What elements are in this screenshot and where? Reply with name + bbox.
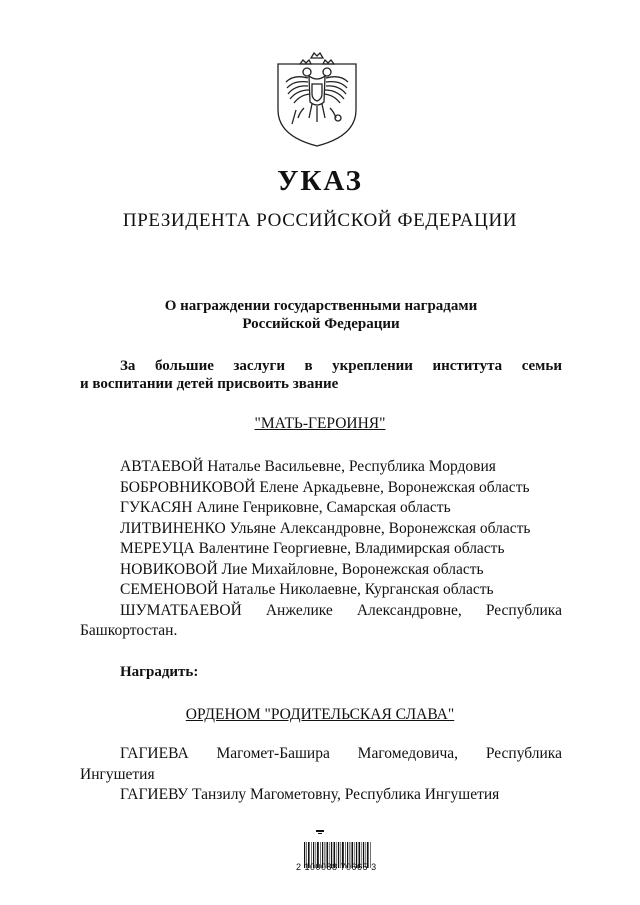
preamble-word: заслуги <box>233 358 285 374</box>
list-item-word: Магомедовича, <box>357 745 459 762</box>
preamble-word: За <box>120 358 136 374</box>
order-recipients-list <box>80 744 562 806</box>
list-item-word: ШУМАТБАЕВОЙ <box>120 601 242 619</box>
honorary-title-heading <box>0 415 640 433</box>
list-item-word: Александровне, <box>356 601 462 619</box>
honorary-title-text: "МАТЬ-ГЕРОИНЯ" <box>254 415 386 432</box>
list-item-word: ГАГИЕВА <box>120 745 189 762</box>
award-heading: Наградить: <box>120 664 199 680</box>
preamble-word: семьи <box>521 358 562 374</box>
barcode-number: 2 100088 70665 3 <box>296 862 377 872</box>
document-title: УКАЗ <box>277 165 363 197</box>
document-issuer: ПРЕЗИДЕНТА РОССИЙСКОЙ ФЕДЕРАЦИИ <box>122 210 518 231</box>
preamble-word: института <box>432 358 503 374</box>
preamble-line-1 <box>80 357 562 375</box>
hero-mothers-list <box>80 457 562 642</box>
order-title-text: ОРДЕНОМ "РОДИТЕЛЬСКАЯ СЛАВА" <box>185 706 455 723</box>
list-item: НОВИКОВОЙ Лие Михайловне, Воронежская область <box>120 560 484 578</box>
list-item-continuation: Ингушетия <box>80 765 155 783</box>
list-item-word: Республика <box>485 601 562 619</box>
list-item: ЛИТВИНЕНКО Ульяне Александровне, Воронежская область <box>120 519 531 537</box>
decree-subject <box>80 297 562 333</box>
list-item <box>80 744 562 765</box>
preamble-word: в <box>304 358 313 374</box>
preamble-word: укреплении <box>332 358 413 374</box>
preamble-line-2: и воспитании детей присвоить звание <box>80 376 339 392</box>
preamble-word: большие <box>154 358 214 374</box>
list-item: ГАГИЕВУ Танзилу Магометовну, Республика Ингушетия <box>120 786 500 803</box>
list-item: МЕРЕУЦА Валентине Георгиевне, Владимирская область <box>120 540 505 557</box>
list-item-word: Анжелике <box>265 601 333 619</box>
list-item: АВТАЕВОЙ Наталье Васильевне, Республика Мордовия <box>120 458 496 475</box>
list-item <box>80 601 562 622</box>
list-item-word: Магомет-Башира <box>216 745 330 762</box>
subject-line-1: О награждении государственными наградами <box>164 298 478 314</box>
list-item-word: Республика <box>485 745 562 762</box>
decree-preamble <box>80 357 562 393</box>
list-item: СЕМЕНОВОЙ Наталье Николаевне, Курганская область <box>120 581 494 598</box>
subject-line-2: Российской Федерации <box>242 316 400 332</box>
list-item: ГУКАСЯН Алине Генриковне, Самарская область <box>120 499 451 516</box>
state-emblem-icon <box>274 52 360 148</box>
list-item: БОБРОВНИКОВОЙ Елене Аркадьевне, Воронежская область <box>120 478 530 496</box>
list-item-continuation: Башкортостан. <box>80 622 178 639</box>
order-heading <box>0 706 640 724</box>
